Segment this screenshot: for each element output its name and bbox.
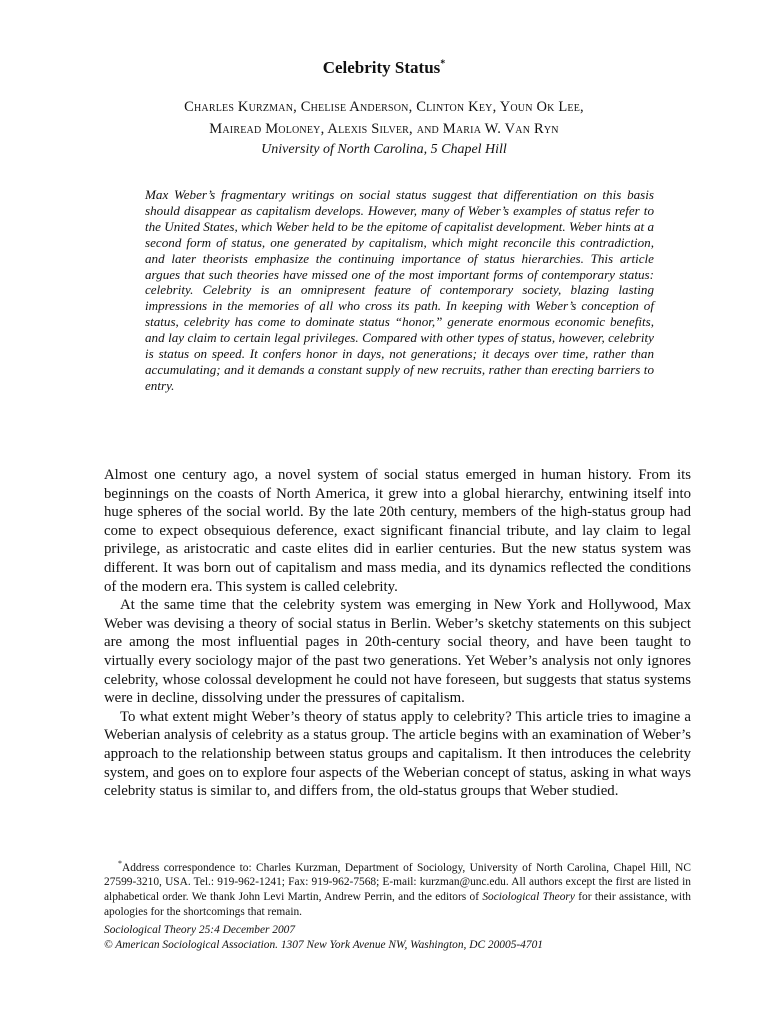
body-text [104,466,691,801]
author-list [0,96,768,140]
footnote [104,857,691,919]
footnote-journal-name: Sociological Theory [482,890,575,903]
journal-copyright: © American Sociological Association. 1307 New York Avenue NW, Washington, DC 20005-4701 [104,938,543,951]
journal-citation: Sociological Theory 25:4 December 2007 [104,924,296,936]
footnote-part-1: Address correspondence to: Charles Kurzman, Department of Sociology, University of North Carolina, Chapel Hill, NC 27599-3210, USA. Tel.: 919-962-1241; Fax: 919-962-7568; E-mail: kurzman@unc.edu. All authors except the first are listed in alphabetical order. We thank John Levi Martin, Andrew Perrin, and the editors of [104,861,691,903]
abstract: Max Weber’s fragmentary writings on social status suggest that differentiation on this basis should disappear as capitalism develops. However, many of Weber’s examples of status refer to the United States, which Weber held to be the epitome of capitalist development. Weber hints at a second form of status, one generated by capitalism, which might reconcile this contradiction, and later theorists emphasize the continuing importance of status hierarchies. This article argues that such theories have missed one of the most important forms of contemporary status: celebrity. Celebrity is an omnipresent feature of contemporary society, blazing lasting impressions in the memories of all who cross its path. In keeping with Weber’s conception of status, celebrity has come to dominate status “honor,” generate enormous economic benefits, and lay claim to certain legal privileges. Compared with other types of status, however, celebrity is status on speed. It confers honor in days, not generations; it decays over time, rather than accumulating; and it demands a constant supply of new recruits, rather than erecting barriers to entry. [145,187,654,393]
article-title-text: Celebrity Status [322,58,441,77]
journal-info [104,923,704,952]
author-line-2: Mairead Moloney, Alexis Silver, and Maria W. Van Ryn [209,121,559,137]
body-paragraph-2: At the same time that the celebrity system was emerging in New York and Hollywood, Max Weber was devising a theory of social status in Berlin. Weber’s sketchy statements on this subject are among the most influential pages in 20th-century social theory, and have been taught to virtually every sociology major of the past two generations. Yet Weber’s analysis not only ignores celebrity, whose colossal development he could not have foreseen, but suggests that status systems were in decline, dissolving under the pressures of capitalism. [104,597,691,707]
author-line-1: Charles Kurzman, Chelise Anderson, Clinton Key, Youn Ok Lee, [184,99,584,115]
body-paragraph-3: To what extent might Weber’s theory of status apply to celebrity? This article tries to imagine a Weberian analysis of celebrity as a status group. The article begins with an examination of Weber’s approach to the relationship between status groups and capitalism. It then introduces the celebrity system, and goes on to explore four aspects of the Weberian concept of status, asking in what ways celebrity status is similar to, and differs from, the old-status groups that Weber studied. [104,708,691,800]
footnote-marker: * [118,859,122,868]
footnote-text [104,857,691,919]
article-title [0,58,768,78]
affiliation: University of North Carolina, 5 Chapel Hill [261,142,507,157]
title-footnote-marker: * [440,58,446,70]
footnote-part-2: for their assistance, with apologies for the shortcomings that remain. [104,890,691,918]
body-paragraph-1: Almost one century ago, a novel system of social status emerged in human history. From its beginnings on the coasts of North America, it grew into a global hierarchy, entwining itself into huge spheres of the social world. By the late 20th century, members of the high-status group had come to expect obsequious deference, exact significant financial tribute, and lay claim to legal privilege, as aristocratic and caste elites did in earlier centuries. But the new status system was different. It was born out of capitalism and mass media, and its dynamics reflected the conditions of the modern era. This system is called celebrity. [104,467,691,595]
